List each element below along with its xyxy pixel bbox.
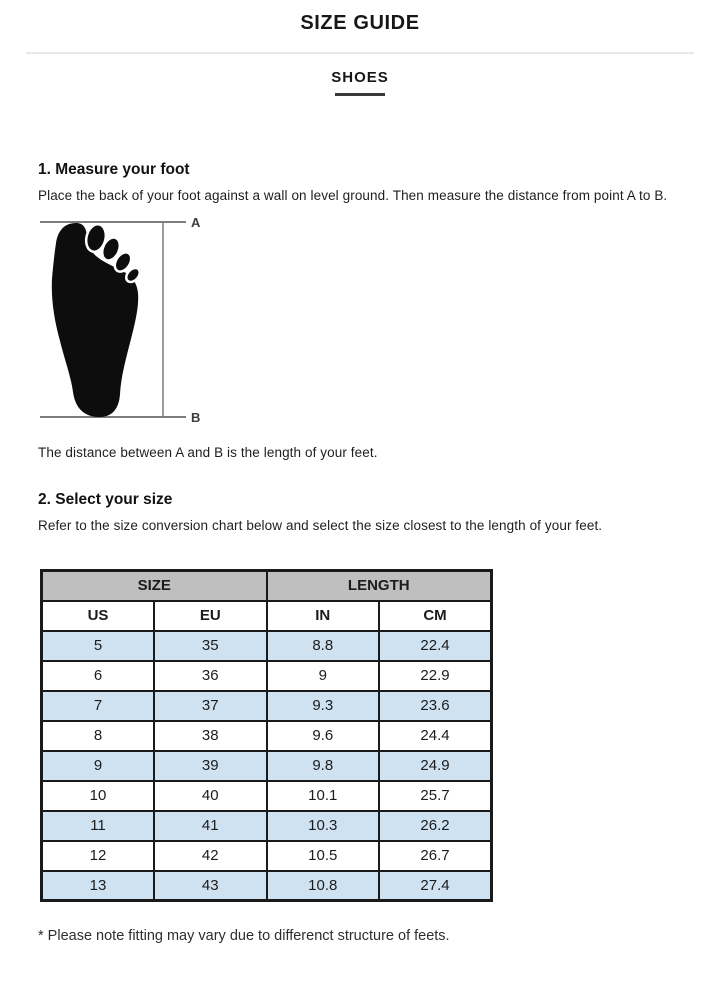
size-table-cell: 42	[154, 841, 267, 871]
size-table-cell: 39	[154, 751, 267, 781]
size-table-row	[42, 871, 492, 901]
table-column-header: US	[42, 601, 155, 631]
size-table-cell: 10.8	[267, 871, 380, 901]
select-instruction: Refer to the size conversion chart below and select the size closest to the length of your feet.	[38, 518, 603, 533]
size-table-cell: 10	[42, 781, 155, 811]
size-table-cell: 9	[42, 751, 155, 781]
size-table-cell: 40	[154, 781, 267, 811]
point-a-label: A	[191, 215, 201, 230]
size-table-row	[42, 661, 492, 691]
size-table-cell: 9.3	[267, 691, 380, 721]
size-table-cell: 37	[154, 691, 267, 721]
size-table-cell: 9.8	[267, 751, 380, 781]
size-table-cell: 10.1	[267, 781, 380, 811]
size-table-cell: 6	[42, 661, 155, 691]
size-table-row	[42, 811, 492, 841]
size-table-cell: 13	[42, 871, 155, 901]
size-table-cell: 36	[154, 661, 267, 691]
foot-measurement-diagram	[40, 213, 220, 425]
size-table-cell: 8.8	[267, 631, 380, 661]
size-table-cell: 9	[267, 661, 380, 691]
size-table-cell: 9.6	[267, 721, 380, 751]
table-column-header-row	[42, 601, 492, 631]
category-title: SHOES	[331, 69, 389, 86]
foot-silhouette-icon	[52, 222, 143, 417]
size-table-cell: 24.9	[379, 751, 492, 781]
category-underline	[335, 93, 385, 96]
page-title: SIZE GUIDE	[300, 12, 420, 34]
table-column-header: EU	[154, 601, 267, 631]
size-table-cell: 38	[154, 721, 267, 751]
table-group-header-row	[42, 571, 492, 601]
size-chart-table	[40, 569, 493, 902]
section-measure	[38, 161, 712, 460]
table-group-header: LENGTH	[267, 571, 492, 601]
footnote: * Please note fitting may vary due to differenct structure of feets.	[38, 928, 450, 944]
select-heading: 2. Select your size	[38, 491, 173, 508]
size-table-cell: 12	[42, 841, 155, 871]
size-table-row	[42, 781, 492, 811]
table-group-header: SIZE	[42, 571, 267, 601]
size-table-row	[42, 631, 492, 661]
size-table-cell: 43	[154, 871, 267, 901]
size-table-cell: 25.7	[379, 781, 492, 811]
size-table-cell: 23.6	[379, 691, 492, 721]
measure-heading: 1. Measure your foot	[38, 161, 190, 178]
size-table-cell: 26.7	[379, 841, 492, 871]
size-table-row	[42, 691, 492, 721]
size-table-cell: 22.9	[379, 661, 492, 691]
section-select-size	[38, 491, 712, 902]
measure-note: The distance between A and B is the length of your feet.	[38, 445, 378, 460]
size-table-cell: 7	[42, 691, 155, 721]
size-table-row	[42, 841, 492, 871]
size-table-cell: 8	[42, 721, 155, 751]
table-column-header: CM	[379, 601, 492, 631]
foot-diagram-svg	[40, 213, 220, 425]
size-table-row	[42, 721, 492, 751]
table-column-header: IN	[267, 601, 380, 631]
size-table-cell: 22.4	[379, 631, 492, 661]
size-table-cell: 41	[154, 811, 267, 841]
size-table-cell: 10.3	[267, 811, 380, 841]
size-table-cell: 35	[154, 631, 267, 661]
header-divider	[26, 52, 694, 54]
size-table-cell: 5	[42, 631, 155, 661]
size-guide-page	[0, 12, 720, 1006]
size-table-row	[42, 751, 492, 781]
size-table-cell: 26.2	[379, 811, 492, 841]
size-table-cell: 11	[42, 811, 155, 841]
size-table-cell: 24.4	[379, 721, 492, 751]
size-table-cell: 10.5	[267, 841, 380, 871]
measure-instruction: Place the back of your foot against a wall on level ground. Then measure the distance from point A to B.	[38, 188, 668, 203]
size-table-cell: 27.4	[379, 871, 492, 901]
point-b-label: B	[191, 410, 201, 425]
